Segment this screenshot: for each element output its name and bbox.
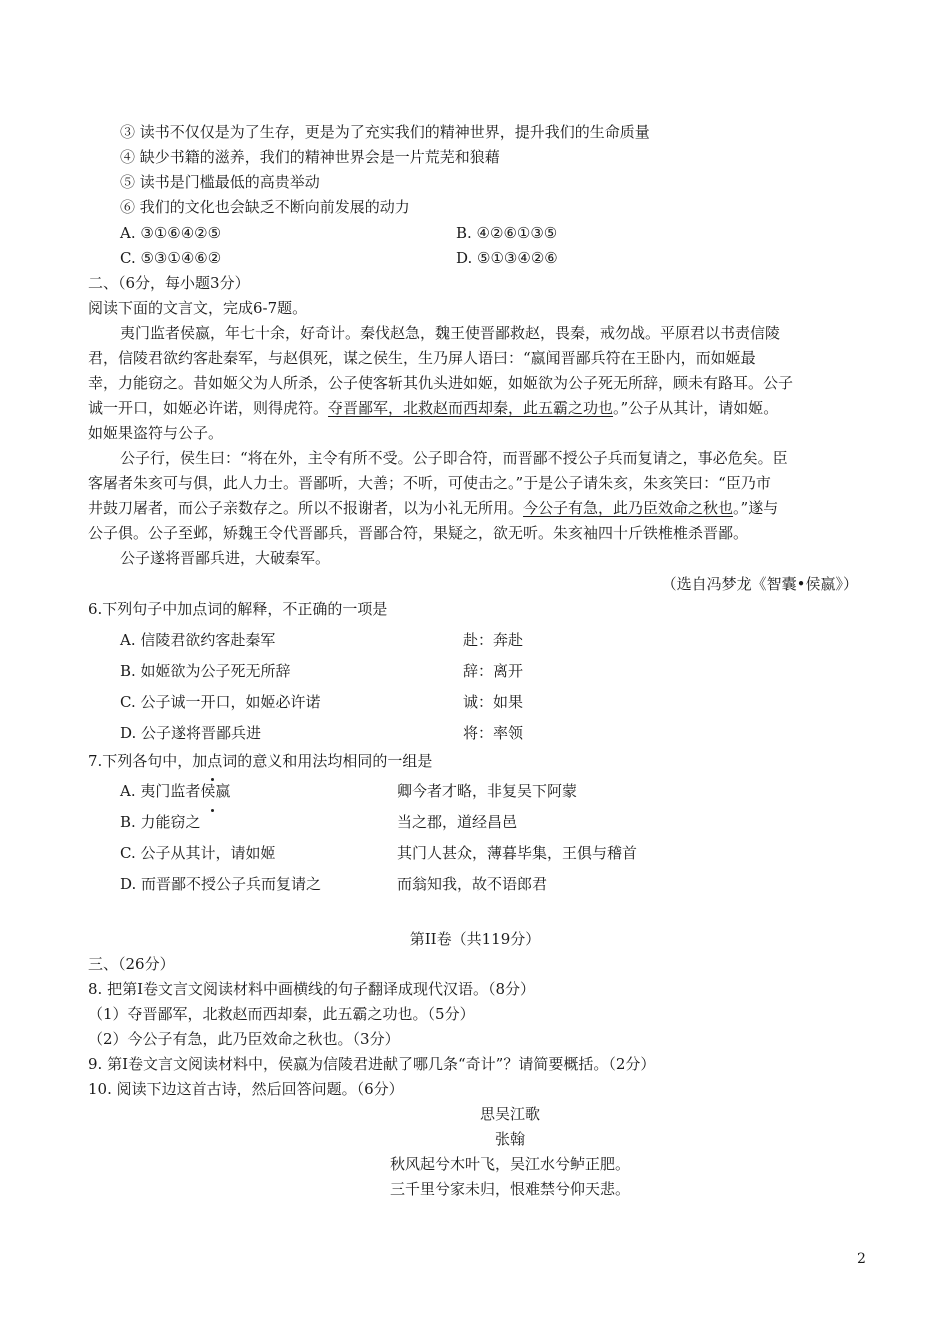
- q7-option-d: D. 而晋鄙不授公子兵而复请之: [120, 875, 322, 893]
- q7-pair-d: 而翁知我，故不语郎君: [397, 875, 548, 893]
- passage-p2-line: 公子俱。公子至邺，矫魏王令代晋鄙兵，晋鄙合符，果疑之，欲无听。朱亥袖四十斤铁椎椎杀晋鄙。: [88, 524, 749, 542]
- underlined-sentence-2: 今公子有急，此乃臣效命之秋也: [523, 499, 734, 517]
- passage-p1-line: [88, 398, 778, 418]
- volume2-title: 第II卷（共119分）: [409, 930, 541, 948]
- q5-item-3: ③ 读书不仅仅是为了生存，更是为了充实我们的精神世界，提升我们的生命质量: [120, 123, 650, 141]
- q5-option-c: C. ⑤③①④⑥②: [120, 249, 222, 267]
- q5-item-4: ④ 缺少书籍的滋养，我们的精神世界会是一片荒芜和狼藉: [120, 148, 500, 166]
- passage-p2-line: [88, 498, 778, 518]
- passage-text: 井鼓刀屠者，而公子亲数存之。所以不报谢者，以为小礼无所用。: [88, 499, 524, 517]
- q6-option-d: D. 公子遂将晋鄙兵进: [120, 724, 262, 742]
- q5-option-b: B. ④②⑥①③⑤: [456, 224, 558, 242]
- q7-stem: 7.下列各句中，加点词的意义和用法均相同的一组是: [88, 752, 433, 770]
- q6-option-a: A. 信陵君欲约客赴秦军: [120, 631, 276, 649]
- q5-option-a: A. ③①⑥④②⑤: [120, 224, 222, 242]
- poem-author: 张翰: [494, 1130, 525, 1148]
- passage-text: 。”公子从其计，请如姬。: [613, 399, 779, 417]
- q6-explanation-d: 将：率领: [463, 724, 524, 742]
- q6-explanation-a: 赴：奔赴: [463, 631, 524, 649]
- passage-p1-line: 如姬果盗符与公子。: [88, 424, 224, 442]
- emphasis-dot: [211, 809, 214, 812]
- q6-explanation-b: 辞：离开: [463, 662, 524, 680]
- q5-option-d: D. ⑤①③④②⑥: [456, 249, 558, 267]
- q9-stem: 9. 第I卷文言文阅读材料中，侯嬴为信陵君进献了哪几条“奇计”？请简要概括。（2分）: [88, 1055, 656, 1073]
- q7-pair-a: 卿今者才略，非复吴下阿蒙: [397, 782, 578, 800]
- passage-p1-line: 君，信陵君欲约客赴秦军，与赵俱死，谋之侯生，生乃屏人语曰：“嬴闻晋鄙兵符在王卧内，而如姬最: [88, 349, 756, 367]
- q6-option-c: C. 公子诚一开口，如姬必许诺: [120, 693, 321, 711]
- q10-stem: 10. 阅读下边这首古诗，然后回答问题。（6分）: [88, 1080, 404, 1098]
- passage-p2-line: 公子行，侯生曰：“将在外，主令有所不受。公子即合符，而晋鄙不授公子兵而复请之，事必危矣。臣: [120, 449, 788, 467]
- q6-stem: 6.下列句子中加点词的解释，不正确的一项是: [88, 600, 388, 618]
- poem-line-2: 三千里兮家未归，恨难禁兮仰天悲。: [389, 1180, 630, 1198]
- q7-pair-c: 其门人甚众，薄暮毕集，王俱与稽首: [397, 844, 638, 862]
- section2-intro: 阅读下面的文言文，完成6-7题。: [88, 299, 308, 317]
- passage-p3: 公子遂将晋鄙兵进，大破秦军。: [120, 549, 331, 567]
- q7-option-a: A. 夷门监者侯嬴: [120, 782, 231, 800]
- passage-source: （选自冯梦龙《智囊•侯嬴》）: [661, 575, 858, 593]
- passage-p2-line: 客屠者朱亥可与俱，此人力士。晋鄙听，大善；不听，可使击之。”于是公子请朱亥，朱亥笑曰：“臣乃市: [88, 474, 771, 492]
- passage-text: 。”遂与: [733, 499, 779, 517]
- q8-part-2: （2）今公子有急，此乃臣效命之秋也。（3分）: [88, 1030, 400, 1048]
- q5-item-6: ⑥ 我们的文化也会缺乏不断向前发展的动力: [120, 198, 410, 216]
- passage-p1-line: 幸，力能窃之。昔如姬父为人所杀，公子使客斩其仇头进如姬，如姬欲为公子死无所辞，顾未有路耳。公子: [88, 374, 794, 392]
- page-number: 2: [857, 1251, 866, 1267]
- poem-line-1: 秋风起兮木叶飞，吴江水兮鲈正肥。: [389, 1155, 630, 1173]
- underlined-sentence-1: 夺晋鄙军，北救赵而西却秦，此五霸之功也: [328, 399, 614, 417]
- q5-item-5: ⑤ 读书是门槛最低的高贵举动: [120, 173, 320, 191]
- passage-p1-line: 夷门监者侯嬴，年七十余，好奇计。秦伐赵急，魏王使晋鄙救赵，畏秦，戒勿战。平原君以书责信陵: [120, 324, 781, 342]
- q7-pair-b: 当之郡，道经昌邑: [397, 813, 518, 831]
- q6-option-b: B. 如姬欲为公子死无所辞: [120, 662, 291, 680]
- q7-option-c: C. 公子从其计，请如姬: [120, 844, 276, 862]
- section2-heading: 二、（6分，每小题3分）: [88, 274, 250, 292]
- section3-heading: 三、（26分）: [88, 955, 175, 973]
- q8-part-1: （1）夺晋鄙军，北救赵而西却秦，此五霸之功也。（5分）: [88, 1005, 475, 1023]
- passage-text: 诚一开口，如姬必许诺，则得虎符。: [88, 399, 329, 417]
- q8-stem: 8. 把第I卷文言文阅读材料中画横线的句子翻译成现代汉语。（8分）: [88, 980, 536, 998]
- q7-option-b: B. 力能窃之: [120, 813, 201, 831]
- emphasis-dot: [211, 778, 214, 781]
- q6-explanation-c: 诚：如果: [463, 693, 524, 711]
- poem-title: 思吴江歌: [479, 1105, 540, 1123]
